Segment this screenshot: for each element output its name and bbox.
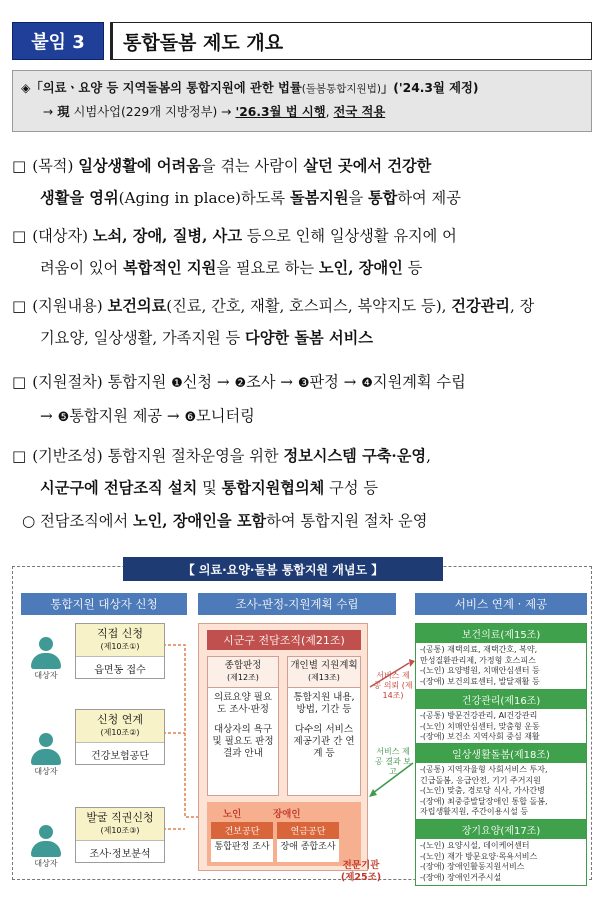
linked-application-box: 신청 연계 (제10조②) 건강보험공단 <box>75 709 165 765</box>
item-support: □ (지원내용) 보건의료(진료, 간호, 재활, 호스피스, 복약지도 등), 건강관리, 장 기요양, 일상생활, 가족지원 등 다양한 돌봄 서비스 <box>12 297 535 347</box>
pension-service-box: 연금공단 장애 종합조사 <box>277 822 339 862</box>
applicant-person-icon: 대상자 <box>29 825 63 869</box>
step-3-icon: ❸ <box>297 376 310 391</box>
applicant-person-icon: 대상자 <box>29 733 63 777</box>
circle-bullet-icon: ○ <box>22 512 36 530</box>
item-purpose: □ (목적) 일상생활에 어려움을 겪는 사람이 살던 곳에서 건강한 생활을 영위(Aging in place)하도록 돌봄지원을 통합하여 제공 <box>12 157 461 207</box>
daily-care-box: 일상생활돌봄(제18조) -(공통) 지역자율형 사회서비스 투자, 긴급돌봄, 응급안전, 기기 주거지원 -(노인) 맞춤, 경로당 식사, 가사간병 -(장애) 최중증발달장애인 통합 돌봄, 자립생활지원, 주간이용시설 등 <box>415 743 587 821</box>
step-5-icon: ❺ <box>57 410 70 425</box>
discovery-application-box: 발굴 직권신청 (제10조③) 조사·정보분석 <box>75 807 165 863</box>
column-header-application: 통합지원 대상자 신청 <box>21 593 187 615</box>
page-title: 통합돌봄 제도 개요 <box>110 22 592 60</box>
item-procedure: □ (지원절차) 통합지원 ❶신청 → ❷조사 → ❸판정 → ❹지원계획 수립 → ❺통합지원 제공 → ❻모니터링 <box>12 373 466 425</box>
checkbox-icon: □ <box>12 447 27 465</box>
long-term-care-box: 장기요양(제17조) -(노인) 요양시설, 데이케어센터 -(노인) 재가 방문요양·목욕서비스 -(장애) 장애인활동지원서비스 -(장애) 장애인거주시설 <box>415 819 587 886</box>
step-1-icon: ❶ <box>171 376 183 391</box>
checkbox-icon: □ <box>12 373 27 391</box>
step-4-icon: ❹ <box>361 376 373 391</box>
item-target: □ (대상자) 노쇠, 장애, 질병, 사고 등으로 인해 일상생활 유지에 어 려움이 있어 복합적인 지원을 필요로 하는 노인, 장애인 등 <box>12 227 457 277</box>
applicant-person-icon: 대상자 <box>29 637 63 681</box>
service-result-label: 서비스 제공 결과 보고 <box>375 747 411 776</box>
service-request-label: 서비스 제공 의뢰 (제14조) <box>373 671 413 700</box>
note-line-2: → 現 시범사업(229개 지방정부) → '26.3월 법 시행, 전국 적용 <box>43 105 386 119</box>
agency-panel: 노인 장애인 건보공단 통합판정 조사 연금공단 장애 종합조사 <box>207 802 361 866</box>
diagram-title: 【 의료·요양·돌봄 통합지원 개념도 】 <box>123 557 443 581</box>
section-header <box>12 22 592 60</box>
health-management-box: 건강관리(제16조) -(공통) 방문건강관리, AI건강관리 -(노인) 치매안심센터, 맞춤형 운동 -(장애) 보건소 지역사회 중심 재활 <box>415 689 587 746</box>
step-6-icon: ❻ <box>184 410 197 425</box>
sub-item-dedicated-team: ○ 전담조직에서 노인, 장애인을 포함하여 통합지원 절차 운영 <box>22 512 428 530</box>
column-header-service: 서비스 연계 · 제공 <box>415 593 587 615</box>
direct-application-box: 직접 신청 (제10조①) 읍면동 접수 <box>75 623 165 679</box>
comprehensive-judgment-box: 종합판정 (제12조) 의료요양 필요도 조사·판정 대상자의 욕구 및 필요도 판정 결과 안내 <box>207 656 279 796</box>
appendix-badge: 붙임 3 <box>12 22 104 60</box>
checkbox-icon: □ <box>12 227 27 245</box>
column-header-assessment: 조사-판정-지원계획 수립 <box>198 593 396 615</box>
dedicated-team-panel <box>198 623 382 883</box>
note-line-1: ◈「의료ㆍ요양 등 지역돌봄의 통합지원에 관한 법률(돌봄통합지원법)」('24.3월 제정) <box>21 81 479 95</box>
health-care-box: 보건의료(제15조) -(공통) 재택의료, 재택간호, 복약, 만성질환관리제, 가정형 호스피스 -(노인) 요양병원, 치매안심센터 등 -(장애) 보건의료센터, 발달재활 등 <box>415 623 587 690</box>
nhis-box: 건보공단 통합판정 조사 <box>211 822 273 862</box>
specialized-agency-label: 전문기관 (제25조) <box>340 860 382 883</box>
concept-diagram <box>12 562 592 883</box>
checkbox-icon: □ <box>12 297 27 315</box>
checkbox-icon: □ <box>12 157 27 175</box>
step-2-icon: ❷ <box>234 376 247 391</box>
law-note-box <box>12 70 592 132</box>
item-infrastructure: □ (기반조성) 통합지원 절차운영을 위한 정보시스템 구축·운영, 시군구에 전담조직 설치 및 통합지원협의체 구성 등 <box>12 447 431 497</box>
diamond-icon: ◈ <box>21 81 31 95</box>
dedicated-team-title: 시군구 전담조직(제21조) <box>207 630 361 650</box>
individual-plan-box: 개인별 지원계획 (제13조) 통합지원 내용, 방법, 기간 등 다수의 서비스 제공기관 간 연계 등 <box>287 656 361 796</box>
